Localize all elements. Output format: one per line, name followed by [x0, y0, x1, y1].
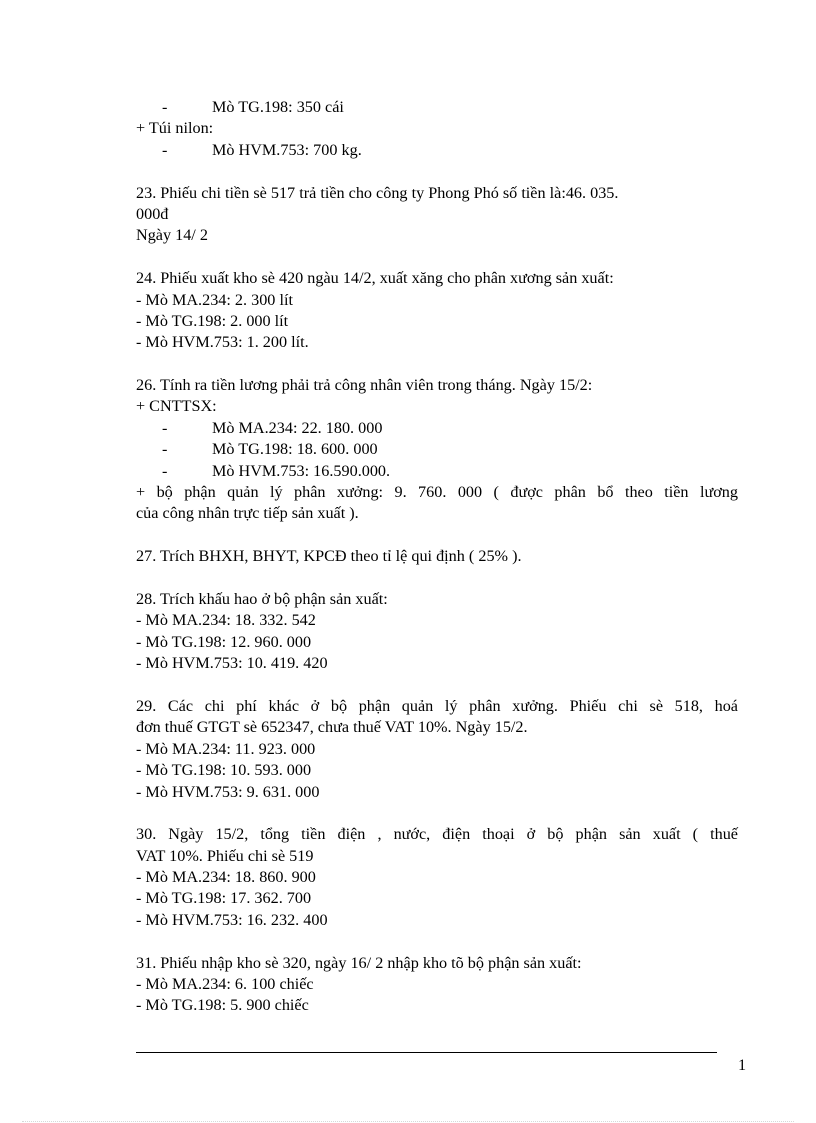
footer-rule	[136, 1052, 717, 1053]
blank-line	[136, 931, 738, 952]
blank-line	[136, 247, 738, 268]
text-line: 26. Tính ra tiền lương phải trả công nhân viên trong tháng. Ngày 15/2:	[136, 376, 593, 395]
list-item-text: Mò TG.198: 18. 600. 000	[212, 440, 378, 459]
blank-line	[136, 354, 738, 375]
text-line: - Mò MA.234: 2. 300 lít	[136, 290, 293, 309]
bullet-dash: -	[162, 418, 168, 437]
bullet-dash: -	[162, 140, 168, 159]
text-line: - Mò MA.234: 6. 100 chiếc	[136, 975, 314, 994]
bullet-dash: -	[162, 461, 168, 480]
text-line: - Mò TG.198: 10. 593. 000	[136, 761, 312, 780]
text-line: + bộ phận quản lý phân xưởng: 9. 760. 000 ( được phân bổ theo tiền lương	[136, 483, 738, 502]
text-line: VAT 10%. Phiếu chi sè 519	[136, 846, 314, 865]
text-line: - Mò HVM.753: 10. 419. 420	[136, 654, 328, 673]
blank-line	[136, 525, 738, 546]
text-line: + CNTTSX:	[136, 397, 217, 416]
text-line: 29. Các chi phí khác ở bộ phận quản lý phân xưởng. Phiếu chi sè 518, hoá	[136, 696, 738, 715]
page-boundary	[22, 1121, 794, 1122]
text-line: - Mò HVM.753: 9. 631. 000	[136, 782, 320, 801]
list-item	[136, 97, 738, 118]
text-line: - Mò TG.198: 2. 000 lít	[136, 311, 289, 330]
text-line: - Mò MA.234: 18. 860. 900	[136, 868, 316, 887]
list-item	[136, 461, 738, 482]
text-line: đơn thuế GTGT sè 652347, chưa thuế VAT 10%. Ngày 15/2.	[136, 718, 528, 737]
text-line: 31. Phiếu nhập kho sè 320, ngày 16/ 2 nhập kho tõ bộ phận sản xuất:	[136, 953, 582, 972]
blank-line	[136, 803, 738, 824]
text-line: - Mò HVM.753: 1. 200 lít.	[136, 333, 309, 352]
list-item-text: Mò TG.198: 350 cái	[212, 98, 344, 116]
text-line: - Mò TG.198: 17. 362. 700	[136, 889, 312, 908]
text-line: - Mò HVM.753: 16. 232. 400	[136, 910, 328, 929]
text-line: - Mò MA.234: 18. 332. 542	[136, 611, 316, 630]
list-item-text: Mò HVM.753: 16.590.000.	[212, 461, 391, 480]
document-body	[136, 97, 738, 1017]
text-line: 000đ	[136, 204, 169, 223]
blank-line	[136, 568, 738, 589]
list-item	[136, 418, 738, 439]
list-item	[136, 439, 738, 460]
bullet-dash: -	[162, 440, 168, 459]
text-line: - Mò TG.198: 5. 900 chiếc	[136, 996, 309, 1015]
list-item-text: Mò HVM.753: 700 kg.	[212, 140, 362, 159]
list-item	[136, 140, 738, 161]
text-line: 27. Trích BHXH, BHYT, KPCĐ theo tỉ lệ qui định ( 25% ).	[136, 547, 522, 566]
page-number: 1	[738, 1056, 747, 1074]
text-line: + Túi nilon:	[136, 119, 214, 138]
blank-line	[136, 161, 738, 182]
text-line: 23. Phiếu chi tiền sè 517 trả tiền cho công ty Phong Phó số tiền là:46. 035.	[136, 183, 619, 202]
text-line: - Mò TG.198: 12. 960. 000	[136, 632, 312, 651]
list-item-text: Mò MA.234: 22. 180. 000	[212, 418, 383, 437]
text-line: 30. Ngày 15/2, tổng tiền điện , nước, điện thoại ở bộ phận sản xuất ( thuế	[136, 825, 738, 844]
text-line: 24. Phiếu xuất kho sè 420 ngàu 14/2, xuất xăng cho phân xương sản xuất:	[136, 269, 614, 288]
text-line: của công nhân trực tiếp sản xuất ).	[136, 504, 359, 523]
text-line: Ngày 14/ 2	[136, 226, 208, 245]
blank-line	[136, 675, 738, 696]
bullet-dash: -	[162, 98, 168, 116]
text-line: - Mò MA.234: 11. 923. 000	[136, 739, 316, 758]
text-line: 28. Trích khấu hao ở bộ phận sản xuất:	[136, 589, 388, 608]
